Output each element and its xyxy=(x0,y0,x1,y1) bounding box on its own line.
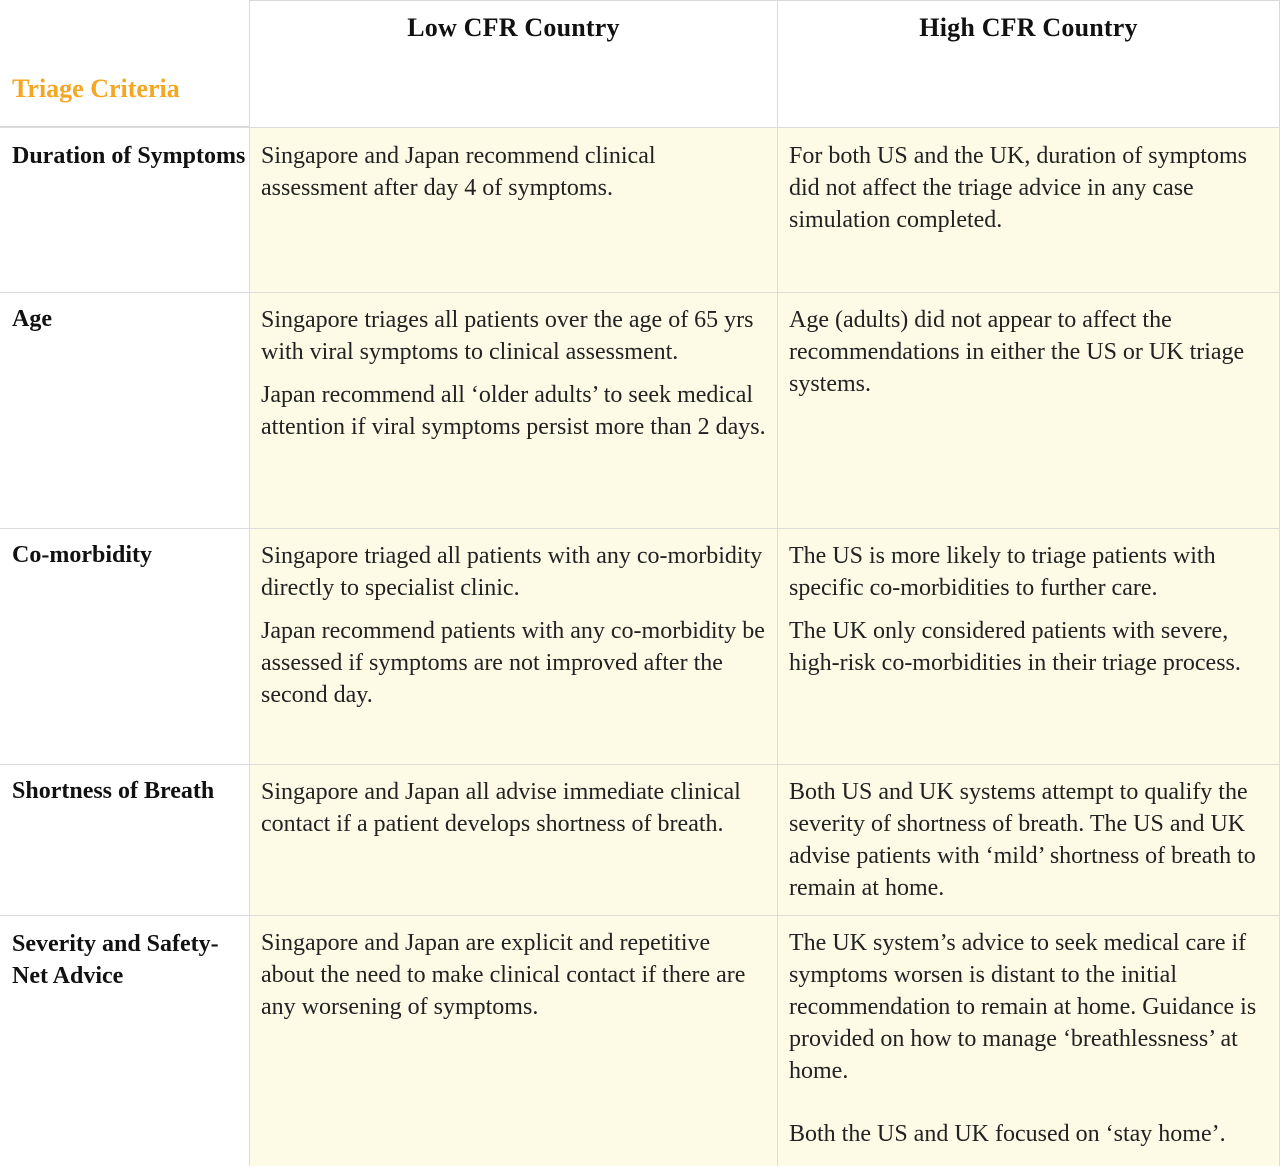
criteria-label: Co-morbidity xyxy=(12,542,152,568)
low-cfr-cell xyxy=(249,765,777,916)
high-cfr-cell xyxy=(777,529,1280,765)
header-criteria-cell xyxy=(0,0,249,127)
high-cfr-cell xyxy=(777,128,1280,293)
low-cfr-text: Singapore triaged all patients with any co-morbidity directly to specialist clinic. xyxy=(261,543,763,601)
high-cfr-cell xyxy=(777,293,1280,529)
table-row-shortness-of-breath xyxy=(0,764,1280,916)
header-low-cfr-cell xyxy=(249,0,777,127)
criteria-cell xyxy=(0,293,249,529)
high-cfr-cell xyxy=(777,765,1280,916)
table-row-age xyxy=(0,292,1280,529)
criteria-cell xyxy=(0,916,249,1166)
high-cfr-text: For both US and the UK, duration of symptoms did not affect the triage advice in any case simulation completed. xyxy=(789,143,1247,233)
low-cfr-text: Singapore and Japan all advise immediate clinical contact if a patient develops shortness of breath. xyxy=(261,779,741,837)
table-row-comorbidity xyxy=(0,528,1280,765)
table-header-row xyxy=(0,0,1280,127)
criteria-label: Age xyxy=(12,306,52,332)
high-cfr-cell xyxy=(777,916,1280,1166)
low-cfr-cell xyxy=(249,529,777,765)
high-cfr-text: The UK system’s advice to seek medical care if symptoms worsen is distant to the initial recommendation to remain at home. Guidance is provided on how to manage ‘breathlessness’ at home. xyxy=(789,930,1257,1084)
high-cfr-text: The US is more likely to triage patients with specific co-morbidities to further care. xyxy=(789,543,1216,601)
high-cfr-text: The UK only considered patients with severe, high-risk co-morbidities in their triage process. xyxy=(789,618,1241,676)
criteria-label: Duration of Symptoms xyxy=(12,143,246,169)
low-cfr-cell xyxy=(249,128,777,293)
table-row-safety-net xyxy=(0,915,1280,1166)
header-high-cfr-cell xyxy=(777,0,1280,127)
low-cfr-text: Japan recommend patients with any co-morbidity be assessed if symptoms are not improved after the second day. xyxy=(261,618,765,708)
criteria-label: Shortness of Breath xyxy=(12,778,215,804)
low-cfr-cell xyxy=(249,916,777,1166)
low-cfr-cell xyxy=(249,293,777,529)
low-cfr-text: Singapore and Japan recommend clinical assessment after day 4 of symptoms. xyxy=(261,143,656,201)
high-cfr-text: Both US and UK systems attempt to qualify the severity of shortness of breath. The US and UK advise patients with ‘mild’ shortness of breath to remain at home. xyxy=(789,779,1256,901)
low-cfr-column-title: Low CFR Country xyxy=(407,13,620,42)
criteria-cell xyxy=(0,765,249,916)
criteria-column-title: Triage Criteria xyxy=(12,74,180,103)
criteria-cell xyxy=(0,529,249,765)
high-cfr-column-title: High CFR Country xyxy=(919,13,1138,42)
low-cfr-text: Singapore triages all patients over the age of 65 yrs with viral symptoms to clinical assessment. xyxy=(261,307,754,365)
high-cfr-text: Age (adults) did not appear to affect the recommendations in either the US or UK triage systems. xyxy=(789,307,1245,397)
criteria-cell xyxy=(0,128,249,293)
low-cfr-text: Singapore and Japan are explicit and repetitive about the need to make clinical contact if there are any worsening of symptoms. xyxy=(261,930,746,1020)
table-row-duration xyxy=(0,127,1280,293)
high-cfr-text: Both the US and UK focused on ‘stay home’. xyxy=(789,1121,1226,1147)
criteria-label: Severity and Safety-Net Advice xyxy=(12,931,219,989)
low-cfr-text: Japan recommend all ‘older adults’ to seek medical attention if viral symptoms persist more than 2 days. xyxy=(261,382,766,440)
